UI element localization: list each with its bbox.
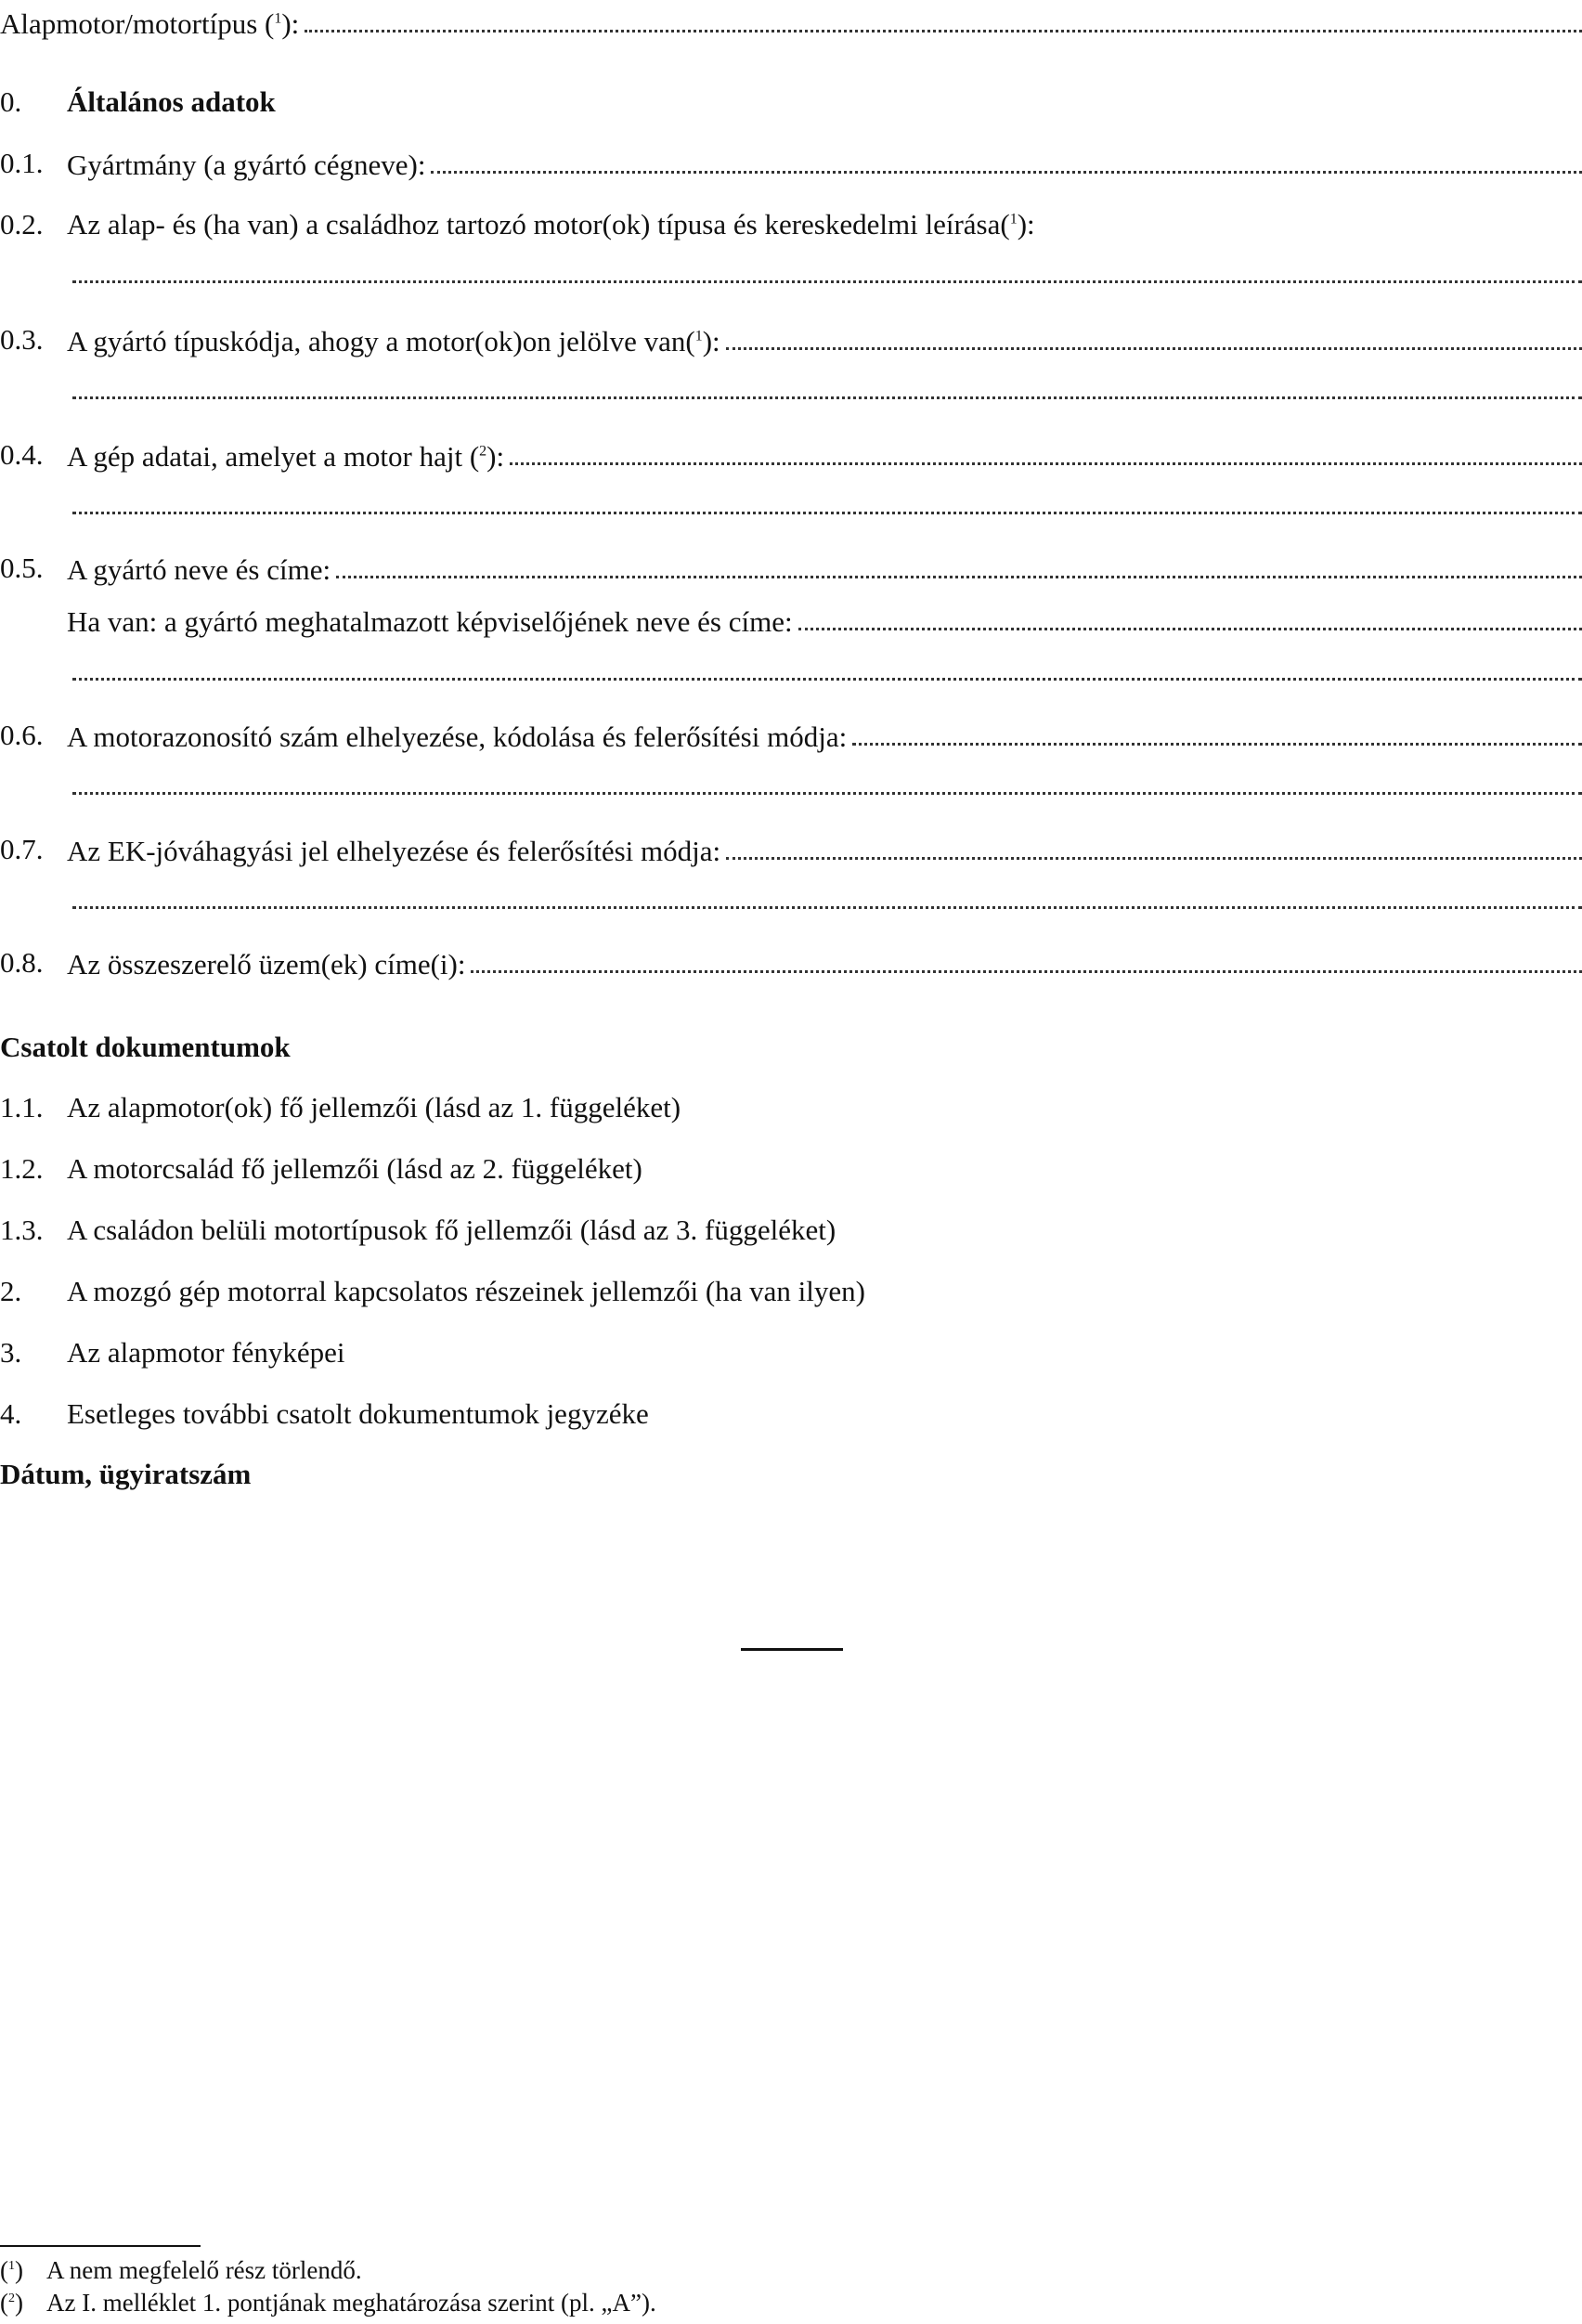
fill-in-dots [305,30,1582,32]
fill-in-dots [510,462,1582,465]
attachment-item: 4. Esetleges további csatolt dokumentumok jegyzéke [0,1397,649,1430]
item-0-8: 0.8. [0,946,44,979]
item-0-8-row [67,944,1582,981]
document-page: Alapmotor/motortípus ($^1$): 0. Általános adatok 0.1. Gyártmány (a gyártó cégneve): 0.2. Az alap- és (ha van) a családhoz tartozó motor(ok) típusa és kereskedelmi leírása($^1$): 0.3. A gyártó típuskódja, ahogy a motor(ok)on jelölve van($^1$): 0.4. A gép adatai, amelyet a motor hajt ($^2$): 0.5. A gyártó neve és címe: Ha van: a gyártó meghatalmazott képviselőjének neve és címe: 0.6. A motorazonosító szám elhelyezése, kódolása és felerősítési módja: 0.7. Az EK-jóváhagyási jel elhelyezése és felerősítési módja: 0.8. Az összeszerelő üzem(ek) címe(i): Csatolt dokumentumok 1.1. Az alapmotor(ok) fő jellemzői (lásd az 1. függeléket) 1.2. A motorcsalád fő jellemzői (lásd az 2. függeléket) 1.3. A családon belüli motortípusok fő jellemzői (lásd az 3. függeléket) 2. A mozgó gép motorral kapcsolatos részeinek jellemzői (ha van ilyen) 3. Az alapmotor fényképei 4. Esetleges további csatolt dokumentumok jegyzéke Dátum, ügyiratszám ($^1$) A nem megfelelő rész törlendő. ($^2$) Az I. melléklet 1. pontjának meghatározása szerint (pl. „A”). [0,0,1582,2324]
item-0-5-rep-label: Ha van: a gyártó meghatalmazott képviselőjének neve és címe: [67,605,793,638]
engine-type-row [0,4,1582,41]
item-0-5: 0.5. [0,552,44,584]
attachment-item: 3. Az alapmotor fényképei [0,1336,345,1369]
attachments-heading [0,1029,1582,1066]
item-0-3-row [67,321,1582,358]
item-0-2: 0.2. Az alap- és (ha van) a családhoz tartozó motor(ok) típusa és kereskedelmi leírása($^1$): [0,206,1582,243]
fill-in-dots [72,678,1582,681]
footnote-rule [0,2245,201,2247]
item-0-4-row [67,436,1582,474]
section-separator [741,1648,843,1651]
attachment-item: 1.3. A családon belüli motortípusok fő jellemzői (lásd az 3. függeléket) [0,1214,836,1246]
engine-type-label: Alapmotor/motortípus ($^1$): [0,7,300,40]
fill-in-dots [852,743,1582,746]
item-0-7-label: Az EK-jóváhagyási jel elhelyezése és felerősítési módja: [67,835,721,867]
fill-in-dots [726,857,1582,860]
item-0-1-label: Gyártmány (a gyártó cégneve): [67,149,426,181]
item-0-4-label: A gép adatai, amelyet a motor hajt ($^2$): [67,440,505,473]
item-0-1: 0.1. [0,147,44,179]
item-0-6-row [67,717,1582,754]
attachment-item: 2. A mozgó gép motorral kapcsolatos részeinek jellemzői (ha van ilyen) [0,1275,865,1307]
fill-in-dots [726,347,1582,350]
item-0-3: 0.3. [0,323,44,356]
item-0-3-label: A gyártó típuskódja, ahogy a motor(ok)on jelölve van($^1$): [67,325,720,357]
item-0-7: 0.7. [0,833,44,865]
item-0-7-row [67,831,1582,868]
fill-in-dots [471,970,1582,973]
item-0-6-label: A motorazonosító szám elhelyezése, kódolása és felerősítési módja: [67,721,848,753]
item-0-1-row [67,145,1582,182]
fill-in-dots [798,628,1582,630]
fill-in-dots [72,280,1582,283]
item-0-6: 0.6. [0,719,44,751]
item-0-4: 0.4. [0,438,44,471]
item-0-8-label: Az összeszerelő üzem(ek) címe(i): [67,948,466,980]
item-0-5-row [67,550,1582,587]
fill-in-dots [431,171,1582,174]
fill-in-dots [72,512,1582,514]
item-0-5-rep-row [67,602,1582,639]
fill-in-dots [72,906,1582,909]
attachment-item: 1.1. Az alapmotor(ok) fő jellemzői (lásd az 1. függeléket) [0,1091,681,1123]
fill-in-dots [336,576,1582,578]
fill-in-dots [72,396,1582,399]
date-heading [0,1456,1582,1493]
general-heading: 0. Általános adatok [0,84,1582,121]
attachment-item: 1.2. A motorcsalád fő jellemzői (lásd az 2. függeléket) [0,1152,642,1185]
general-title: Általános adatok [67,85,276,118]
item-0-5-label: A gyártó neve és címe: [67,553,331,586]
attachments-title: Csatolt dokumentumok [0,1031,291,1063]
date-label: Dátum, ügyiratszám [0,1458,252,1490]
item-0-2-label: Az alap- és (ha van) a családhoz tartozó motor(ok) típusa és kereskedelmi leírása($^1$): [67,208,1035,240]
fill-in-dots [72,792,1582,795]
